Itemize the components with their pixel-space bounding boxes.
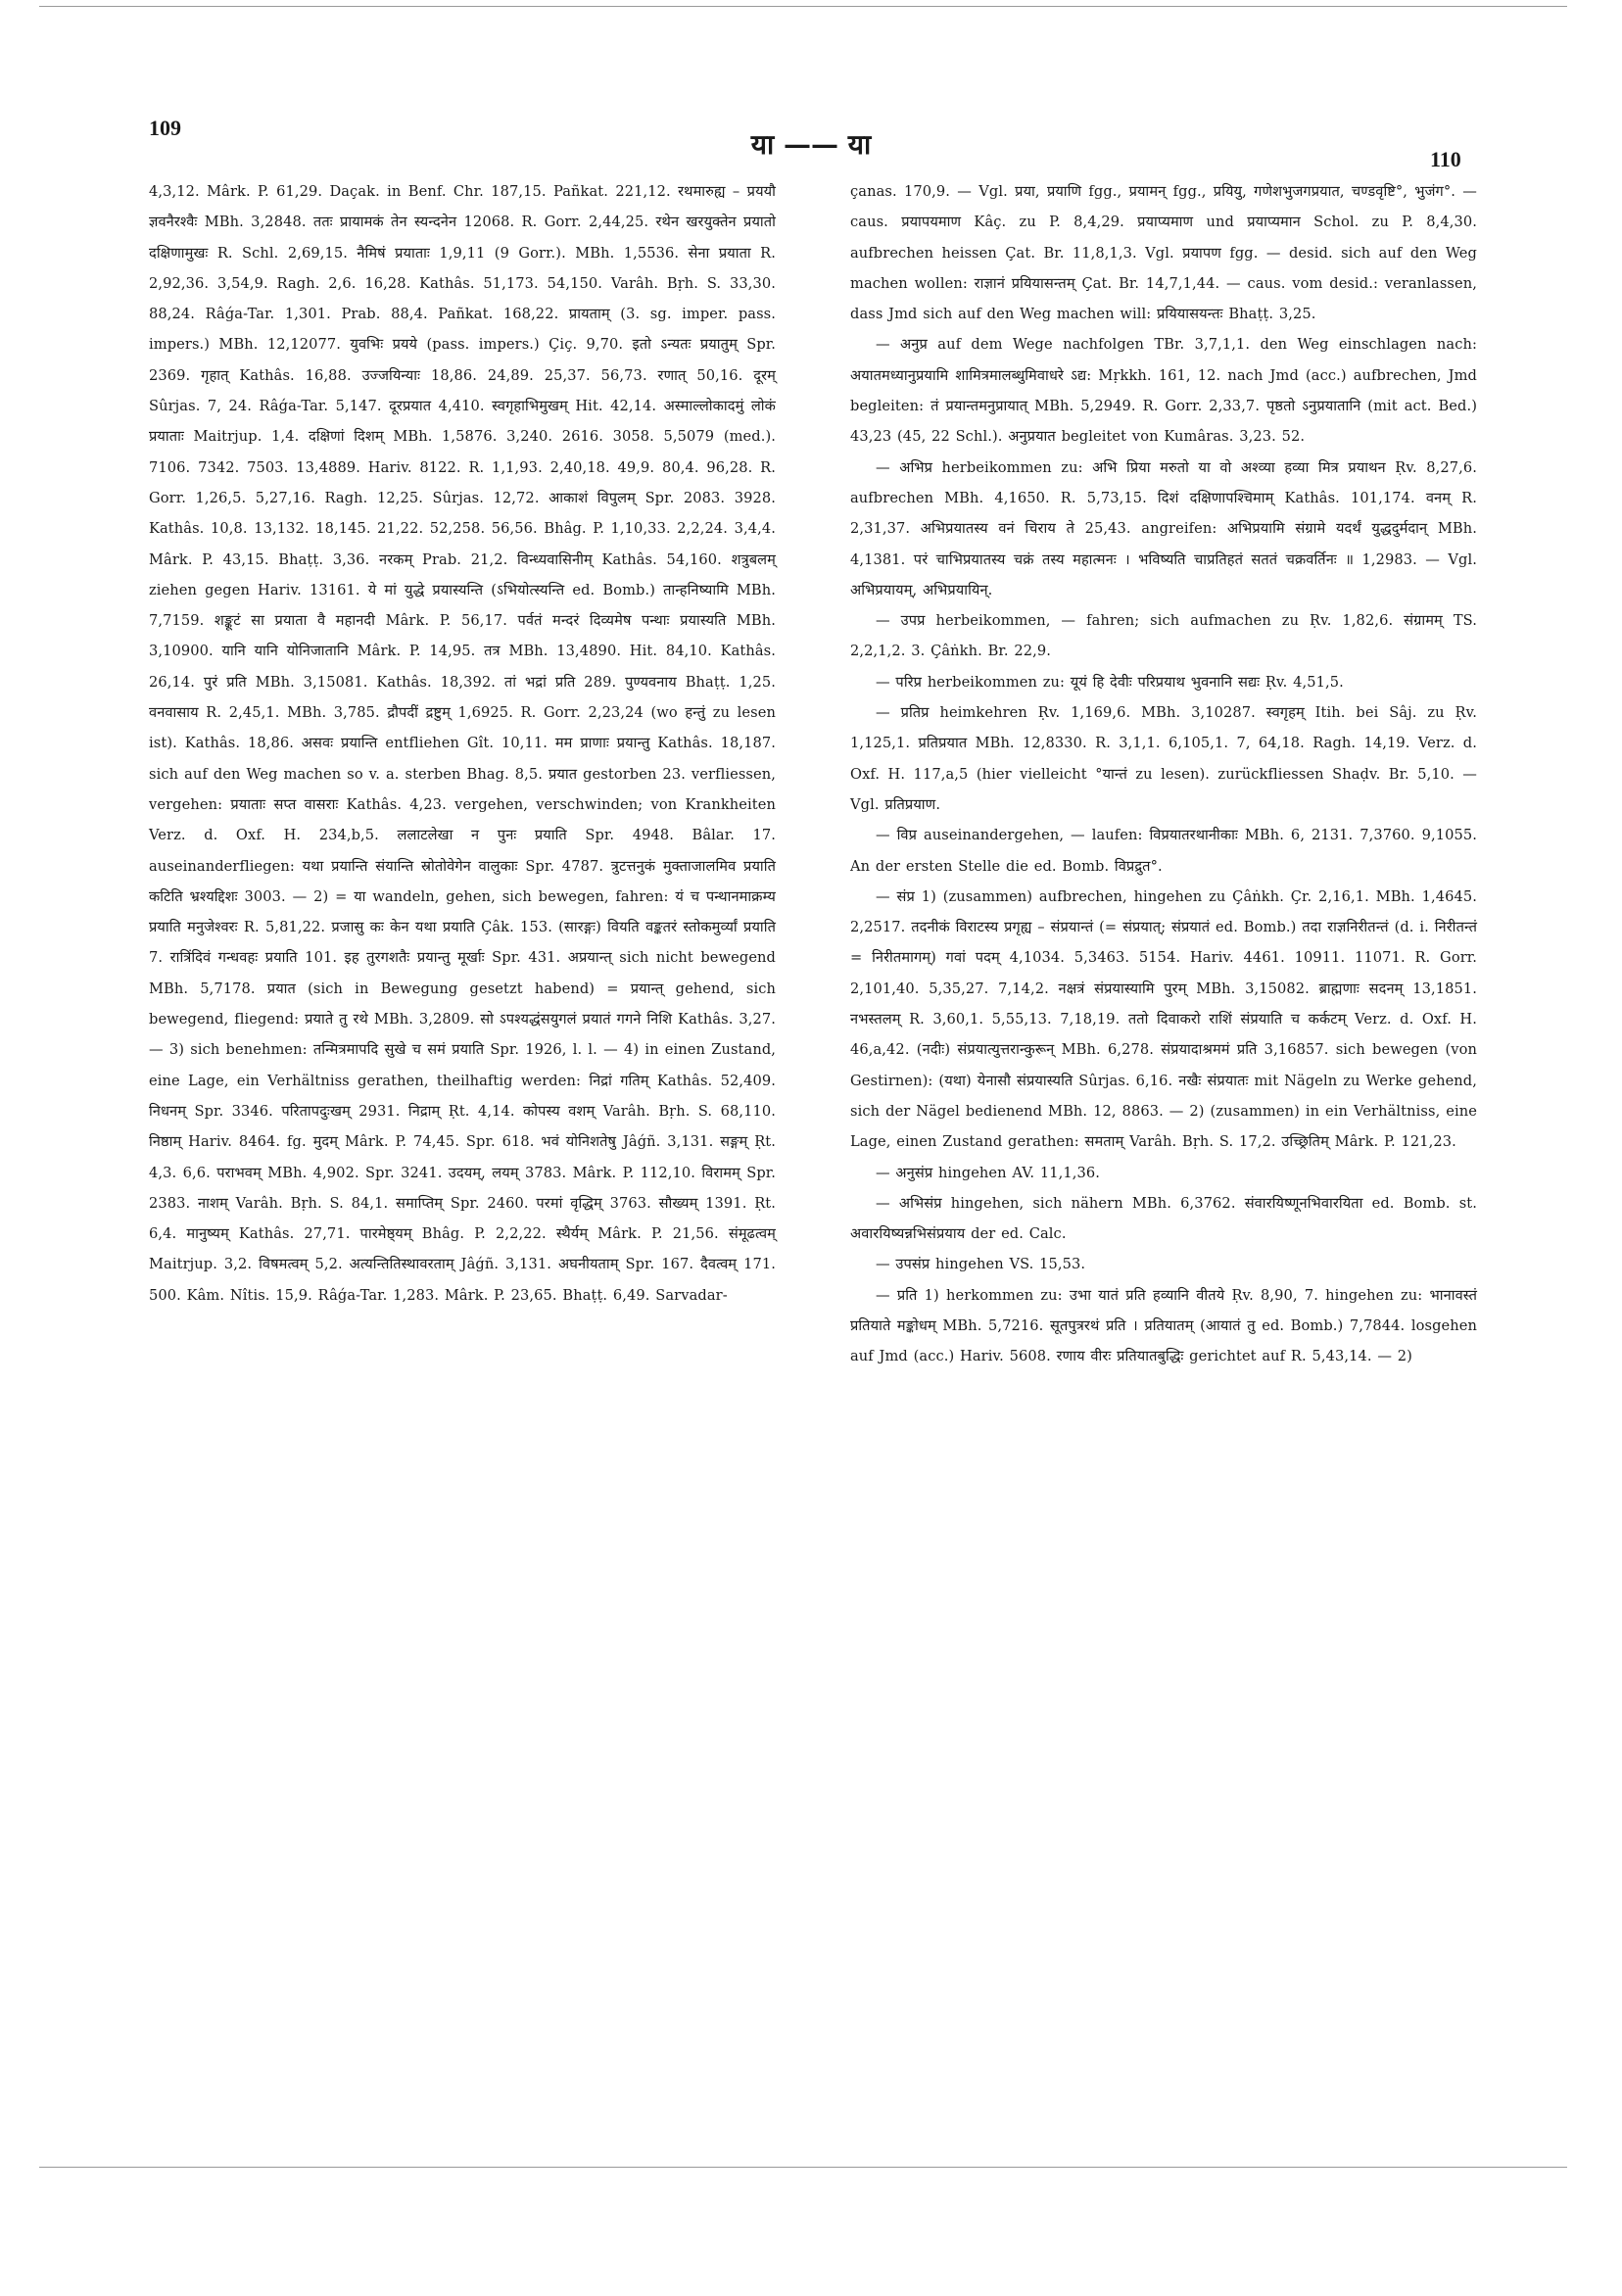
bottom-rule (39, 2167, 1567, 2168)
running-headword: या —— या (750, 128, 872, 161)
right-paragraph: — अभिसंप्र hingehen, sich nähern MBh. 6,3762. संवारयिष्णूनभिवारयिता ed. Bomb. st. अवारयिष्यन्नभिसंप्रयाय der ed. Calc. (850, 1194, 1477, 1243)
right-paragraph: — प्रतिप्र heimkehren Ṛv. 1,169,6. MBh. 3,10287. स्वगृहम् Itih. bei Sâj. zu Ṛv. 1,125,1. प्रतिप्रयात MBh. 12,8330. R. 3,1,1. 6,105,1. 7, 64,18. Ragh. 14,19. Verz. d. Oxf. H. 117,a,5 (hier vielleicht °यान्तं zu lesen). zurückfliessen Shaḍv. Br. 5,10. — Vgl. प्रतिप्रयाण. (850, 704, 1477, 813)
right-paragraph: — प्रति 1) herkommen zu: उभा यातं प्रति हव्यानि वीतये Ṛv. 8,90, 7. hingehen zu: भानावस्तं प्रतियाते मङ्कोधम् MBh. 5,7216. सूतपुत्ररथं प्रति । प्रतियातम् (आयातं तु ed. Bomb.) 7,7844. losgehen auf Jmd (acc.) Hariv. 5608. रणाय वीरः प्रतियातबुद्धिः gerichtet auf R. 5,43,14. — 2) (850, 1286, 1477, 1365)
right-paragraph: — अभिप्र herbeikommen zu: अभि प्रिया मरुतो या वो अश्व्या हव्या मित्र प्रयाथन Ṛv. 8,27,6. aufbrechen MBh. 4,1650. R. 5,73,15. दिशं दक्षिणापश्चिमाम् Kathâs. 101,174. वनम् R. 2,31,37. अभिप्रयातस्य वनं चिराय ते 25,43. angreifen: अभिप्रयामि संग्रामे यदर्थं युद्धदुर्मदान् MBh. 4,1381. परं चाभिप्रयातस्य चक्रं तस्य महात्मनः । भविष्यति चाप्रतिहतं सततं चक्रवर्तिनः ॥ 1,2983. — Vgl. अभिप्रयायम्, अभिप्रयायिन्. (850, 458, 1477, 598)
left-paragraph: 4,3,12. Mârk. P. 61,29. Daçak. in Benf. Chr. 187,15. Pañkat. 221,12. रथमारुह्य – प्रययौ ज्ञवनैरश्वैः MBh. 3,2848. ततः प्रायामकं तेन स्यन्दनेन 12068. R. Gorr. 2,44,25. रथेन खरयुक्तेन प्रयातो दक्षिणामुखः R. Schl. 2,69,15. नैमिषं प्रयाताः 1,9,11 (9 Gorr.). MBh. 1,5536. सेना प्रयाता R. 2,92,36. 3,54,9. Ragh. 2,6. 16,28. Kathâs. 51,173. 54,150. Varâh. Bṛh. S. 33,30. 88,24. Râǵa-Tar. 1,301. Prab. 88,4. Pañkat. 168,22. प्रायताम् (3. sg. imper. pass. impers.) MBh. 12,12077. युवभिः प्रयये (pass. impers.) Çiç. 9,70. इतो ऽन्यतः प्रयातुम् Spr. 2369. गृहात् Kathâs. 16,88. उज्जयिन्याः 18,86. 24,89. 25,37. 56,73. रणात् 50,16. दूरम् Sûrjas. 7, 24. Râǵa-Tar. 5,147. दूरप्रयात 4,410. स्वगृहाभिमुखम् Hit. 42,14. अस्माल्लोकादमुं लोकं प्रयाताः Maitrjup. 1,4. दक्षिणां दिशम् MBh. 1,5876. 3,240. 2616. 3058. 5,5079 (med.). 7106. 7342. 7503. 13,4889. Hariv. 8122. R. 1,1,93. 2,40,18. 49,9. 80,4. 96,28. R. Gorr. 1,26,5. 5,27,16. Ragh. 12,25. Sûrjas. 12,72. आकाशं विपुलम् Spr. 2083. 3928. Kathâs. 10,8. 13,132. 18,145. 21,22. 52,258. 56,56. Bhâg. P. 1,10,33. 2,2,24. 3,4,4. Mârk. P. 43,15. Bhaṭṭ. 3,36. नरकम् Prab. 21,2. विन्ध्यवासिनीम् Kathâs. 54,160. शत्रुबलम् ziehen gegen Hariv. 13161. ये मां युद्धे प्रयास्यन्ति (ऽभियोत्स्यन्ति ed. Bomb.) तान्हनिष्यामि MBh. 7,7159. शङ्कूटं सा प्रयाता वै महानदी Mârk. P. 56,17. पर्वतं मन्दरं दिव्यमेष पन्थाः प्रयास्यति MBh. 3,10900. यानि यानि योनिजातानि Mârk. P. 14,95. तत्र MBh. 13,4890. Hit. 84,10. Kathâs. 26,14. पुरं प्रति MBh. 3,15081. Kathâs. 18,392. तां भद्रां प्रति 289. पुण्यवनाय Bhaṭṭ. 1,25. वनवासाय R. 2,45,1. MBh. 3,785. द्रौपदीं द्रष्टुम् 1,6925. R. Gorr. 2,23,24 (wo हन्तुं zu lesen ist). Kathâs. 18,86. असवः प्रयान्ति entfliehen Gît. 10,11. मम प्राणाः प्रयान्तु Kathâs. 18,187. sich auf den Weg machen so v. a. sterben Bhag. 8,5. प्रयात gestorben 23. verfliessen, vergehen: प्रयाताः सप्त वासराः Kathâs. 4,23. vergehen, verschwinden; von Krankheiten Verz. d. Oxf. H. 234,b,5. ललाटलेखा न पुनः प्रयाति Spr. 4948. Bâlar. 17. auseinanderfliegen: यथा प्रयान्ति संयान्ति स्रोतोवेगेन वालुकाः Spr. 4787. त्रुटत्तनुकं मुक्ताजालमिव प्रयाति कटिति भ्रश्यद्दिशः 3003. — 2) = या wandeln, gehen, sich bewegen, fahren: यं च पन्थानमाक्रम्य प्रयाति मनुजेश्वरः R. 5,81,22. प्रजासु कः केन यथा प्रयाति Çâk. 153. (सारङ्गः) वियति वङ्कतरं स्तोकमुर्व्यां प्रयाति 7. रात्रिंदिवं गन्धवहः प्रयाति 101. इह तुरगशतैः प्रयान्तु मूर्खाः Spr. 431. अप्रयान्त् sich nicht bewegend MBh. 5,7178. प्रयात (sich in Bewegung gesetzt habend) = प्रयान्त् gehend, sich bewegend, fliegend: प्रयाते तु रथे MBh. 3,2809. सो ऽपश्यद्धंसयुगलं प्रयातं गगने निशि Kathâs. 3,27. — 3) sich benehmen: तन्मित्रमापदि सुखे च समं प्रयाति Spr. 1926, l. l. — 4) in einen Zustand, eine Lage, ein Verhältniss gerathen, theilhaftig werden: निद्रां गतिम् Kathâs. 52,409. निधनम् Spr. 3346. परितापदुःखम् 2931. निद्राम् Ṛt. 4,14. कोपस्य वशम् Varâh. Bṛh. S. 68,110. निष्ठाम् Hariv. 8464. fg. मुदम् Mârk. P. 74,45. Spr. 618. भवं योनिशतेषु Jâǵñ. 3,131. सङ्गम् Ṛt. 4,3. 6,6. पराभवम् MBh. 4,902. Spr. 3241. उदयम्, लयम् 3783. Mârk. P. 112,10. विरामम् Spr. 2383. नाशम् Varâh. Bṛh. S. 84,1. समाप्तिम् Spr. 2460. परमां वृद्धिम् 3763. सौख्यम् 1391. Ṛt. 6,4. मानुष्यम् Kathâs. 27,71. पारमेष्ठ्यम् Bhâg. P. 2,2,22. स्थैर्यम् Mârk. P. 21,56. संमूढत्वम् Maitrjup. 3,2. विषमत्वम् 5,2. अत्यन्तितिस्थावरताम् Jâǵñ. 3,131. अघनीयताम् Spr. 167. दैवत्वम् 171. 500. Kâm. Nîtis. 15,9. Râǵa-Tar. 1,283. Mârk. P. 23,65. Bhaṭṭ. 6,49. Sarvadar- (149, 183, 776, 1304)
right-column (850, 176, 1477, 1372)
left-column (149, 176, 776, 1311)
right-paragraph: — अनुसंप्र hingehen AV. 11,1,36. (876, 1164, 1101, 1181)
right-paragraph: — परिप्र herbeikommen zu: यूयं हि देवीः परिप्रयाथ भुवनानि सद्यः Ṛv. 4,51,5. (876, 673, 1344, 691)
right-paragraph: — अनुप्र auf dem Wege nachfolgen TBr. 3,7,1,1. den Weg einschlagen nach: अयातमध्यानुप्रयामि शामित्रमालब्धुमिवाधरे ऽद्य: Mṛkkh. 161, 12. nach Jmd (acc.) aufbrechen, Jmd begleiten: तं प्रयान्तमनुप्रायात् MBh. 5,2949. R. Gorr. 2,33,7. पृष्ठतो ऽनुप्रयातानि (mit act. Bed.) 43,23 (45, 22 Schl.). अनुप्रयात begleitet von Kumâras. 3,23. 52. (850, 336, 1477, 446)
right-paragraph: — उपप्र herbeikommen, — fahren; sich aufmachen zu Ṛv. 1,82,6. संग्रामम् TS. 2,2,1,2. 3. Çâṅkh. Br. 22,9. (850, 612, 1477, 660)
right-paragraph: — संप्र 1) (zusammen) aufbrechen, hingehen zu Çâṅkh. Çr. 2,16,1. MBh. 1,4645. 2,2517. तदनीकं विराटस्य प्रगृह्य – संप्रयान्तं (= संप्रयात्; संप्रयातं ed. Bomb.) तदा राज्ञनिरीतन्तं (d. i. निरीतन्तं = निरीतमागम्) गवां पदम् 4,1034. 5,3463. 5154. Hariv. 4461. 10911. 11071. R. Gorr. 2,101,40. 5,35,27. 7,14,2. नक्षत्रं संप्रयास्यामि पुरम् MBh. 3,15082. ब्राह्मणाः सदनम् 13,1851. नभस्तलम् R. 3,60,1. 5,55,13. 7,18,19. ततो दिवाकरो राशिं संप्रयाति च कर्कटम् Verz. d. Oxf. H. 46,a,42. (नदीः) संप्रयात्युत्तरान्कुरून् MBh. 6,278. संप्रयादाश्रममं प्रति 3,16857. sich bewegen (von Gestirnen): (यथा) येनासौ संप्रयास्यति Sûrjas. 6,16. नखैः संप्रयातः mit Nägeln zu Werke gehend, sich der Nägel bedienend MBh. 12, 8863. — 2) (zusammen) in ein Verhältniss, eine Lage, einen Zustand gerathen: समताम् Varâh. Bṛh. S. 17,2. उच्छ्रितिम् Mârk. P. 121,23. (850, 887, 1477, 1151)
right-paragraph: çanas. 170,9. — Vgl. प्रया, प्रयाणि fgg., प्रयामन् fgg., प्रयियु, गणेशभुजगप्रयात, चण्डवृष्टि°, भुजंग°. — caus. प्रयापयमाण Kâç. zu P. 8,4,29. प्रयाप्यमाण und प्रयाप्यमान Schol. zu P. 8,4,30. aufbrechen heissen Çat. Br. 11,8,1,3. Vgl. प्रयापण fgg. — desid. sich auf den Weg machen wollen: राज्ञानं प्रयियासन्तम् Çat. Br. 14,7,1,44. — caus. vom desid.: veranlassen, dass Jmd sich auf den Weg machen will: प्रयियासयन्तः Bhaṭṭ. 3,25. (850, 183, 1477, 323)
page-number-left: 109 (149, 116, 181, 140)
right-paragraph: — विप्र auseinandergehen, — laufen: विप्रयातरथानीकाः MBh. 6, 2131. 7,3760. 9,1055. An der ersten Stelle die ed. Bomb. विप्रद्रुत°. (850, 827, 1477, 875)
right-paragraph: — उपसंप्र hingehen VS. 15,53. (876, 1256, 1086, 1273)
top-rule (39, 6, 1567, 7)
page-number-right: 110 (1430, 147, 1461, 171)
